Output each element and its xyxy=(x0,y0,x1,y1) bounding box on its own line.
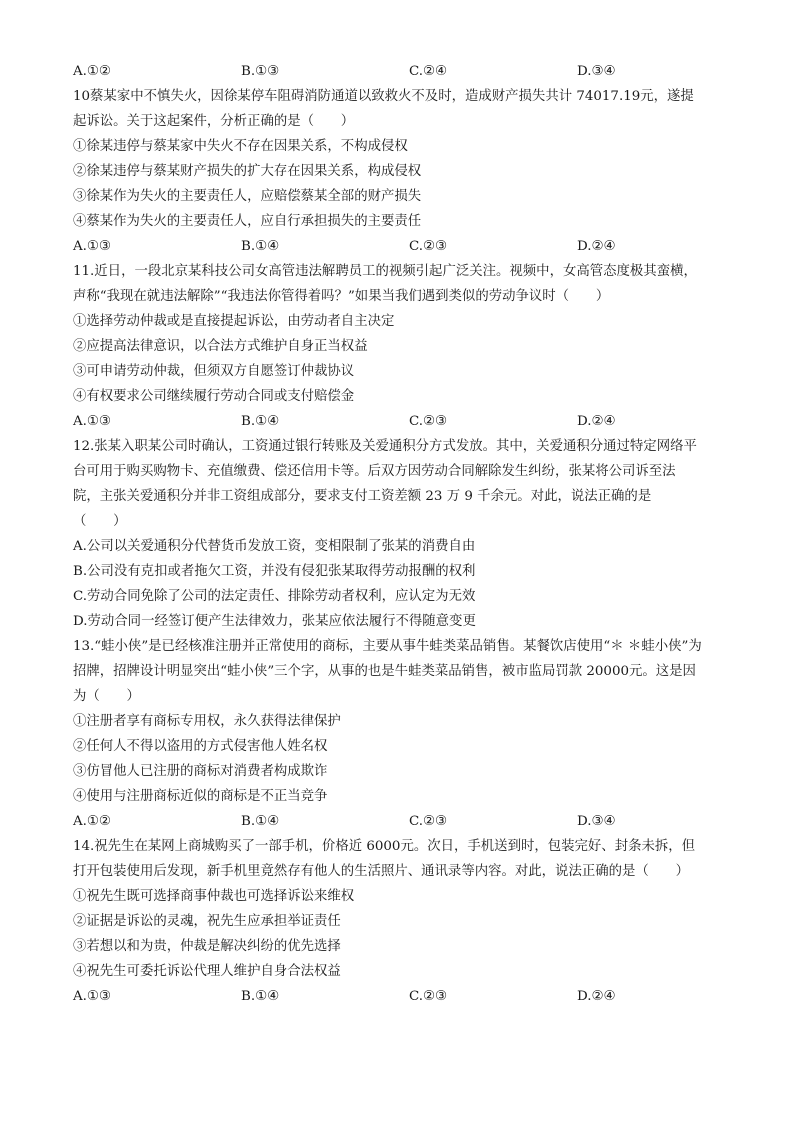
q14-statement-2: ②证据是诉讼的灵魂，祝先生应承担举证责任 xyxy=(73,914,341,929)
q14-option-c[interactable]: C.②③ xyxy=(409,989,448,1004)
q13-options xyxy=(73,813,723,831)
q9-option-a[interactable]: A.①② xyxy=(73,64,111,79)
q10-stem-line-1: 10蔡某家中不慎失火，因徐某停车阻碍消防通道以致救火不及时，造成财产损失共计 74017.19元，遂提 xyxy=(73,89,694,104)
q13-option-c[interactable]: C.②③ xyxy=(409,814,448,829)
q10-stem-line-2: 起诉讼。关于这起案件，分析正确的是（ ） xyxy=(73,114,355,129)
q10-statement-2: ②徐某违停与蔡某财产损失的扩大存在因果关系，构成侵权 xyxy=(73,164,422,179)
q11-statement-2: ②应提高法律意识，以合法方式维护自身正当权益 xyxy=(73,339,368,354)
q12-choice-a[interactable]: A.公司以关爱通积分代替货币发放工资，变相限制了张某的消费自由 xyxy=(73,539,476,554)
q10-option-d[interactable]: D.②④ xyxy=(577,239,616,254)
q11-statement-1: ①选择劳动仲裁或是直接提起诉讼，由劳动者自主决定 xyxy=(73,314,395,329)
q11-option-d[interactable]: D.②④ xyxy=(577,414,616,429)
q13-stem-line-1: 13.“蛙小侠”是已经核准注册并正常使用的商标，主要从事牛蛙类菜品销售。某餐饮店使用“＊ ＊蛙小侠”为 xyxy=(73,639,702,654)
q14-option-a[interactable]: A.①③ xyxy=(73,989,111,1004)
q14-options xyxy=(73,988,723,1006)
q13-option-d[interactable]: D.③④ xyxy=(577,814,616,829)
q13-option-a[interactable]: A.①② xyxy=(73,814,111,829)
q11-option-a[interactable]: A.①③ xyxy=(73,414,111,429)
q10-option-c[interactable]: C.②③ xyxy=(409,239,448,254)
q10-statement-4: ④蔡某作为失火的主要责任人，应自行承担损失的主要责任 xyxy=(73,214,422,229)
q12-stem-line-3: 院，主张关爱通积分并非工资组成部分，要求支付工资差额 23 万 9 千余元。对此，说法正确的是 xyxy=(73,489,652,504)
q9-option-d[interactable]: D.③④ xyxy=(577,64,616,79)
q13-stem-line-2: 招牌，招牌设计明显突出“蛙小侠”三个字，从事的也是牛蛙类菜品销售，被市监局罚款 20000元。这是因 xyxy=(73,664,696,679)
q10-option-a[interactable]: A.①③ xyxy=(73,239,111,254)
q14-option-b[interactable]: B.①④ xyxy=(241,989,280,1004)
q13-statement-3: ③仿冒他人已注册的商标对消费者构成欺诈 xyxy=(73,764,328,779)
q9-option-c[interactable]: C.②④ xyxy=(409,64,448,79)
q11-statement-3: ③可申请劳动仲裁，但须双方自愿签订仲裁协议 xyxy=(73,364,355,379)
q11-options xyxy=(73,413,723,431)
q9-options xyxy=(73,63,723,81)
q13-option-b[interactable]: B.①④ xyxy=(241,814,280,829)
q14-stem-line-2: 打开包装使用后发现，新手机里竟然存有他人的生活照片、通讯录等内容。对此，说法正确的是（ ） xyxy=(73,864,689,879)
q11-statement-4: ④有权要求公司继续履行劳动合同或支付赔偿金 xyxy=(73,389,355,404)
q10-statement-3: ③徐某作为失火的主要责任人，应赔偿蔡某全部的财产损失 xyxy=(73,189,422,204)
q13-statement-4: ④使用与注册商标近似的商标是不正当竞争 xyxy=(73,789,328,804)
q14-stem-line-1: 14.祝先生在某网上商城购买了一部手机，价格近 6000元。次日，手机送到时，包装完好、封条未拆，但 xyxy=(73,839,696,854)
q12-choice-c[interactable]: C.劳动合同免除了公司的法定责任、排除劳动者权利，应认定为无效 xyxy=(73,589,476,604)
q11-option-c[interactable]: C.②③ xyxy=(409,414,448,429)
q14-statement-1: ①祝先生既可选择商事仲裁也可选择诉讼来维权 xyxy=(73,889,355,904)
q13-statement-2: ②任何人不得以盗用的方式侵害他人姓名权 xyxy=(73,739,328,754)
q13-statement-1: ①注册者享有商标专用权，永久获得法律保护 xyxy=(73,714,341,729)
q10-option-b[interactable]: B.①④ xyxy=(241,239,280,254)
q12-stem-line-4: （ ） xyxy=(73,514,127,529)
q10-statement-1: ①徐某违停与蔡某家中失火不存在因果关系，不构成侵权 xyxy=(73,139,408,154)
q9-option-b[interactable]: B.①③ xyxy=(241,64,280,79)
q14-statement-4: ④祝先生可委托诉讼代理人维护自身合法权益 xyxy=(73,964,341,979)
q12-stem-line-2: 台可用于购买购物卡、充值缴费、偿还信用卡等。后双方因劳动合同解除发生纠纷，张某将公司诉至法 xyxy=(73,464,676,479)
q10-options xyxy=(73,238,723,256)
q12-stem-line-1: 12.张某入职某公司时确认，工资通过银行转账及关爱通积分方式发放。其中，关爱通积分通过特定网络平 xyxy=(73,439,697,454)
q11-stem-line-1: 11.近日，一段北京某科技公司女高管违法解聘员工的视频引起广泛关注。视频中，女高管态度极其蛮横， xyxy=(73,264,697,279)
q14-statement-3: ③若想以和为贵，仲裁是解决纠纷的优先选择 xyxy=(73,939,341,954)
q13-stem-line-3: 为（ ） xyxy=(73,689,140,704)
q12-choice-b[interactable]: B.公司没有克扣或者拖欠工资，并没有侵犯张某取得劳动报酬的权利 xyxy=(73,564,476,579)
q11-option-b[interactable]: B.①④ xyxy=(241,414,280,429)
q14-option-d[interactable]: D.②④ xyxy=(577,989,616,1004)
q12-choice-d[interactable]: D.劳动合同一经签订便产生法律效力，张某应依法履行不得随意变更 xyxy=(73,614,476,629)
q11-stem-line-2: 声称“我现在就违法解除”“我违法你管得着吗？”如果当我们遇到类似的劳动争议时（ ） xyxy=(73,289,610,304)
